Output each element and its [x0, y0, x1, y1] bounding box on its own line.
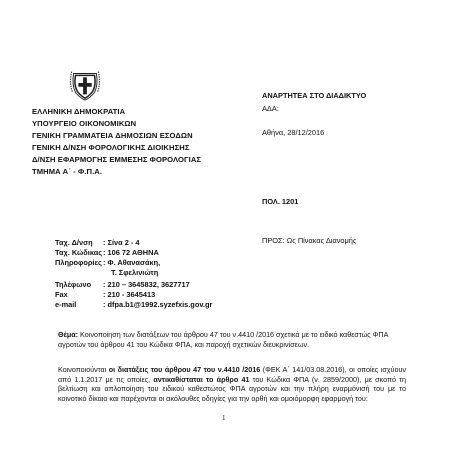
contact-value: : Φ. Αθανασάκη,	[103, 258, 161, 267]
body-text-bold: οι διατάξεις του άρθρου 47 του ν.4410 /2016	[108, 365, 261, 374]
body-text-part: Κοινοποιούνται	[58, 365, 107, 374]
ada-label: ΑΔΑ:	[262, 104, 279, 113]
contact-value: : 106 72 ΑΘΗΝΑ	[103, 248, 159, 257]
header-line-department: ΤΜΗΜΑ Α΄ - Φ.Π.Α.	[32, 167, 103, 176]
recipient: ΠΡΟΣ: Ως Πίνακας Διανομής	[262, 236, 357, 245]
subject-block	[58, 330, 408, 349]
header-line-secretariat: ΓΕΝΙΚΗ ΓΡΑΜΜΑΤΕΙΑ ΔΗΜΟΣΙΩΝ ΕΣΟΔΩΝ	[32, 131, 193, 140]
header-line-directorate-general: ΓΕΝΙΚΗ Δ/ΝΣΗ ΦΟΡΟΛΟΓΙΚΗΣ ΔΙΟΙΚΗΣΗΣ	[32, 143, 190, 152]
contact-row	[55, 248, 159, 257]
greek-emblem-icon	[66, 64, 104, 102]
header-line-ministry: ΥΠΟΥΡΓΕΙΟ ΟΙΚΟΝΟΜΙΚΩΝ	[32, 119, 137, 128]
contact-row	[55, 290, 155, 299]
header-line-directorate: Δ/ΝΣΗ ΕΦΑΡΜΟΓΗΣ ΕΜΜΕΣΗΣ ΦΟΡΟΛΟΓΙΑΣ	[32, 155, 202, 164]
contact-value: Τ. Σφελινιώτη	[111, 268, 159, 277]
contact-label: Ταχ. Κώδικας	[55, 248, 103, 257]
contact-label: Ταχ. Δ/νση	[55, 238, 93, 247]
body-text-part: του Κώδικα ΦΠΑ (ν. 2859/2000), με σκοπό τη βελτίωση και απλοποίηση του ειδικού καθεστώτος ΦΠΑ αγροτών και την πλήρη εναρμόνισή του με το κοινοτικό δίκαιο και παρέχονται οι ακόλουθες οδηγίες για την ορθή και ομοιόμορφη εφαρμογή του:	[58, 374, 407, 403]
contact-value: : 210 – 3645832, 3627717	[103, 280, 190, 289]
page-number: 1	[222, 414, 226, 422]
circular-number: ΠΟΛ. 1201	[262, 197, 299, 206]
document-date: Αθήνα, 28/12/2016	[262, 128, 325, 137]
contact-value: : 210 - 3645413	[103, 290, 156, 299]
contact-row	[55, 280, 190, 289]
contact-label: e-mail	[55, 300, 77, 309]
contact-value: : Σίνα 2 - 4	[103, 238, 140, 247]
subject-label: Θέμα:	[58, 330, 79, 339]
body-paragraph	[58, 365, 406, 403]
header-line-republic: ΕΛΛΗΝΙΚΗ ΔΗΜΟΚΡΑΤΙΑ	[32, 107, 126, 116]
contact-row	[55, 300, 212, 309]
body-text-bold: αντικαθίσταται το άρθρο 41	[153, 374, 250, 384]
posting-notice: ΑΝΑΡΤΗΤΕΑ ΣΤΟ ΔΙΑΔΙΚΤΥΟ	[262, 91, 367, 100]
contact-row	[55, 258, 160, 267]
subject-text: Κοινοποίηση των διατάξεων του άρθρου 47 του ν.4410 /2016 σχετικά με το ειδικό καθεστώς ΦΠΑ αγροτών του άρθρου 41 του Κώδικα ΦΠΑ, και παροχή σχετικών διευκρινίσεων.	[58, 330, 388, 349]
contact-row	[111, 268, 158, 277]
contact-label: Fax	[55, 290, 68, 299]
contact-email: : dfpa.b1@1992.syzefxis.gov.gr	[103, 300, 213, 309]
body-text-part: (ΦΕΚ Α΄ 141/03.08.2016), οι οποίες ισχύουν από 1.1.2017 με τις οποίες,	[58, 365, 407, 384]
contact-label: Πληροφορίες	[55, 258, 102, 267]
contact-row	[55, 238, 140, 247]
contact-label: Τηλέφωνο	[55, 280, 92, 289]
